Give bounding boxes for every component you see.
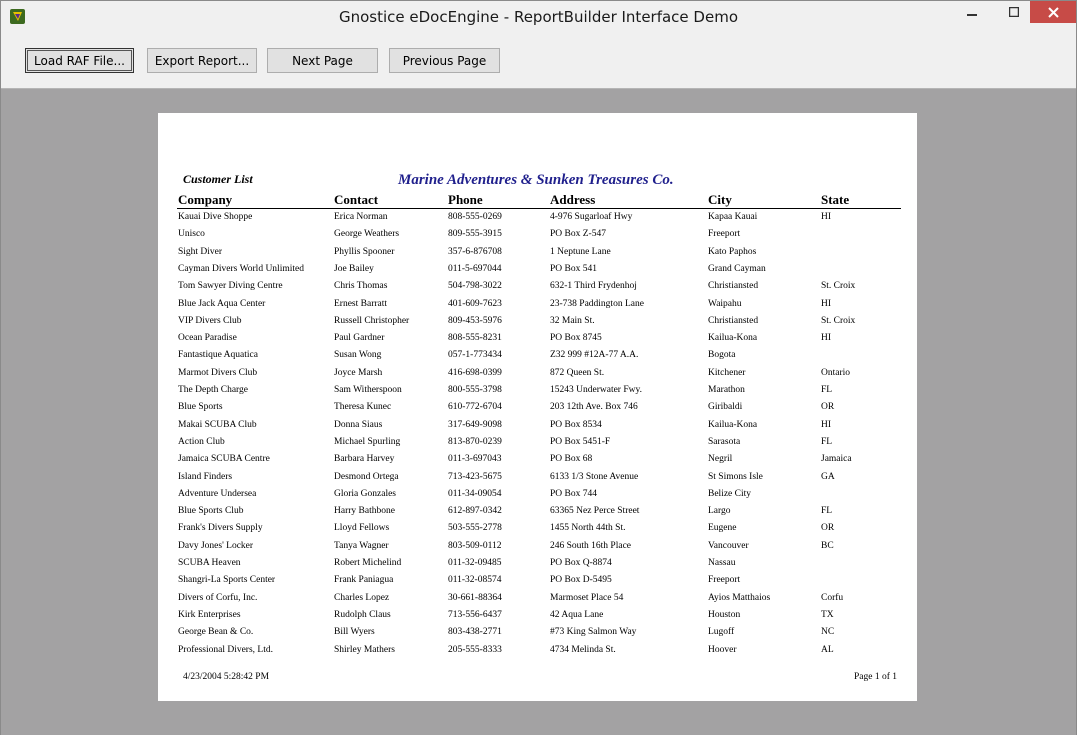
cell-company: George Bean & Co.	[178, 627, 254, 638]
table-row	[158, 627, 917, 644]
cell-contact: Theresa Kunec	[334, 402, 392, 413]
cell-city: St Simons Isle	[708, 471, 763, 482]
cell-address: 632-1 Third Frydenhoj	[550, 281, 637, 292]
cell-phone: 057-1-773434	[448, 350, 502, 361]
column-header-state: State	[821, 192, 850, 207]
cell-phone: 803-438-2771	[448, 627, 502, 638]
cell-state: FL	[821, 436, 833, 447]
cell-phone: 800-555-3798	[448, 385, 502, 395]
cell-city: Giribaldi	[708, 402, 743, 413]
cell-company: Shangri-La Sports Center	[178, 575, 276, 586]
cell-company: Island Finders	[178, 471, 233, 482]
maximize-icon	[1009, 7, 1019, 17]
cell-company: Sight Diver	[178, 246, 223, 257]
cell-state: TX	[821, 609, 834, 620]
cell-company: Blue Sports Club	[178, 506, 244, 517]
table-row	[158, 420, 917, 437]
header-rule	[177, 208, 901, 209]
cell-contact: Frank Paniagua	[334, 575, 394, 586]
cell-contact: Joe Bailey	[334, 263, 374, 274]
cell-state: HI	[821, 212, 832, 222]
cell-contact: Chris Thomas	[334, 281, 388, 292]
cell-state: HI	[821, 419, 832, 430]
cell-phone: 809-453-5976	[448, 315, 502, 326]
cell-address: 42 Aqua Lane	[550, 609, 604, 620]
cell-contact: Ernest Barratt	[334, 298, 388, 309]
load-raf-file-button[interactable]: Load RAF File...	[25, 48, 134, 73]
cell-state: BC	[821, 540, 834, 551]
cell-state: OR	[821, 523, 835, 534]
cell-phone: 401-609-7623	[448, 298, 502, 309]
table-row	[158, 454, 917, 471]
cell-contact: Paul Gardner	[334, 333, 385, 344]
cell-city: Waipahu	[708, 298, 742, 309]
cell-company: Blue Jack Aqua Center	[178, 298, 266, 309]
cell-address: 1455 North 44th St.	[550, 523, 626, 534]
cell-company: The Depth Charge	[178, 385, 248, 395]
table-row	[158, 281, 917, 298]
column-header-address: Address	[550, 192, 596, 207]
table-row	[158, 437, 917, 454]
cell-address: 4734 Melinda St.	[550, 644, 616, 655]
cell-city: Grand Cayman	[708, 263, 766, 274]
cell-city: Negril	[708, 454, 733, 465]
cell-company: Fantastique Aquatica	[178, 350, 258, 361]
cell-city: Sarasota	[708, 436, 741, 447]
cell-state: Corfu	[821, 592, 844, 603]
print-date: 4/23/2004 5:28:42 PM	[183, 672, 270, 682]
cell-contact: Barbara Harvey	[334, 454, 395, 465]
cell-city: Kailua-Kona	[708, 419, 758, 430]
cell-state: AL	[821, 644, 834, 655]
cell-phone: 011-3-697043	[448, 454, 502, 465]
cell-city: Kapaa Kauai	[708, 212, 758, 222]
cell-state: HI	[821, 333, 832, 344]
cell-phone: 813-870-0239	[448, 436, 502, 447]
cell-state: HI	[821, 298, 832, 309]
cell-contact: Harry Bathbone	[334, 506, 395, 517]
cell-contact: Donna Siaus	[334, 419, 383, 430]
cell-phone: 803-509-0112	[448, 540, 502, 551]
cell-city: Largo	[708, 506, 731, 517]
cell-contact: Bill Wyers	[334, 627, 375, 638]
cell-address: 1 Neptune Lane	[550, 246, 611, 257]
cell-company: Action Club	[178, 436, 225, 447]
cell-address: PO Box 8534	[550, 419, 602, 430]
table-row	[158, 350, 917, 367]
cell-phone: 011-32-08574	[448, 575, 502, 586]
cell-phone: 610-772-6704	[448, 402, 502, 413]
cell-address: PO Box Z-547	[550, 229, 606, 240]
table-row	[158, 523, 917, 540]
cell-company: Divers of Corfu, Inc.	[178, 592, 258, 603]
table-row	[158, 610, 917, 627]
cell-state: FL	[821, 506, 833, 517]
cell-city: Kitchener	[708, 367, 746, 378]
page-number: Page 1 of 1	[853, 672, 897, 682]
cell-city: Freeport	[708, 229, 741, 240]
cell-phone: 503-555-2778	[448, 523, 502, 534]
cell-company: VIP Divers Club	[178, 315, 242, 326]
cell-phone: 317-649-9098	[448, 419, 502, 430]
cell-company: Kauai Dive Shoppe	[178, 212, 253, 222]
cell-address: 15243 Underwater Fwy.	[550, 385, 642, 395]
column-header-city: City	[708, 192, 732, 207]
cell-city: Freeport	[708, 575, 741, 586]
table-row	[158, 593, 917, 610]
cell-phone: 30-661-88364	[448, 592, 502, 603]
table-row	[158, 264, 917, 281]
cell-contact: Erica Norman	[334, 212, 388, 222]
cell-contact: Sam Witherspoon	[334, 385, 402, 395]
minimize-icon	[967, 7, 977, 17]
table-row	[158, 575, 917, 592]
table-row	[158, 472, 917, 489]
cell-company: Jamaica SCUBA Centre	[178, 454, 270, 465]
cell-address: PO Box 744	[550, 488, 597, 499]
cell-city: Hoover	[708, 644, 737, 655]
cell-phone: 713-556-6437	[448, 609, 502, 620]
report-label: Customer List	[183, 172, 253, 186]
table-row	[158, 645, 917, 662]
cell-contact: Shirley Mathers	[334, 644, 395, 655]
cell-contact: Desmond Ortega	[334, 471, 399, 482]
table-row	[158, 385, 917, 402]
title-bar[interactable]	[1, 1, 1076, 32]
cell-state: St. Croix	[821, 315, 856, 326]
previous-page-button[interactable]: Previous Page	[389, 48, 500, 73]
column-header-phone: Phone	[448, 192, 483, 207]
column-header-company: Company	[178, 192, 233, 207]
cell-city: Christiansted	[708, 281, 759, 292]
cell-phone: 808-555-0269	[448, 212, 502, 222]
cell-address: Marmoset Place 54	[550, 592, 624, 603]
cell-contact: Gloria Gonzales	[334, 488, 396, 499]
cell-city: Marathon	[708, 385, 745, 395]
table-row	[158, 229, 917, 246]
cell-city: Vancouver	[708, 540, 749, 551]
table-row	[158, 558, 917, 575]
cell-address: 246 South 16th Place	[550, 540, 632, 551]
cell-address: 872 Queen St.	[550, 367, 605, 378]
table-row	[158, 541, 917, 558]
cell-phone: 011-5-697044	[448, 263, 502, 274]
cell-state: GA	[821, 471, 835, 482]
cell-address: PO Box 541	[550, 263, 597, 274]
cell-contact: Charles Lopez	[334, 592, 390, 603]
window-title: Gnostice eDocEngine - ReportBuilder Interface Demo	[338, 8, 738, 26]
cell-phone: 357-6-876708	[448, 246, 502, 257]
cell-address: 32 Main St.	[550, 315, 595, 326]
cell-company: Kirk Enterprises	[178, 609, 241, 620]
table-row	[158, 402, 917, 419]
cell-company: Blue Sports	[178, 402, 223, 413]
cell-phone: 713-423-5675	[448, 471, 502, 482]
cell-address: 203 12th Ave. Box 746	[550, 402, 638, 413]
cell-company: Davy Jones' Locker	[178, 540, 254, 551]
cell-contact: Phyllis Spooner	[334, 246, 395, 257]
cell-address: PO Box 8745	[550, 333, 602, 344]
column-header-contact: Contact	[334, 192, 379, 207]
minimize-button[interactable]	[958, 1, 985, 23]
cell-city: Kato Paphos	[708, 246, 757, 257]
cell-state: FL	[821, 385, 833, 395]
table-row	[158, 368, 917, 385]
cell-city: Christiansted	[708, 315, 759, 326]
cell-company: Unisco	[178, 229, 205, 240]
cell-company: Marmot Divers Club	[178, 367, 258, 378]
cell-phone: 504-798-3022	[448, 281, 502, 292]
cell-address: Z32 999 #12A-77 A.A.	[550, 350, 639, 361]
cell-contact: Michael Spurling	[334, 436, 401, 447]
table-row	[158, 506, 917, 523]
table-row	[158, 489, 917, 506]
cell-city: Houston	[708, 609, 741, 620]
cell-company: Cayman Divers World Unlimited	[178, 263, 304, 274]
cell-company: SCUBA Heaven	[178, 558, 241, 568]
cell-address: 63365 Nez Perce Street	[550, 506, 640, 517]
cell-phone: 205-555-8333	[448, 644, 502, 655]
cell-city: Ayios Matthaios	[708, 592, 771, 603]
cell-address: PO Box Q-8874	[550, 558, 612, 568]
cell-city: Nassau	[708, 558, 736, 568]
cell-city: Lugoff	[708, 627, 735, 638]
cell-company: Ocean Paradise	[178, 333, 237, 344]
cell-address: 4-976 Sugarloaf Hwy	[550, 212, 633, 222]
cell-company: Adventure Undersea	[178, 488, 257, 499]
cell-phone: 809-555-3915	[448, 229, 502, 240]
export-report-button[interactable]: Export Report...	[147, 48, 257, 73]
cell-phone: 808-555-8231	[448, 333, 502, 344]
table-row	[158, 333, 917, 350]
report-page	[158, 113, 917, 701]
cell-contact: Rudolph Claus	[334, 609, 391, 620]
cell-state: NC	[821, 627, 835, 638]
table-row	[158, 247, 917, 264]
cell-address: PO Box 68	[550, 454, 593, 465]
cell-company: Makai SCUBA Club	[178, 419, 257, 430]
cell-contact: Susan Wong	[334, 350, 382, 361]
cell-phone: 011-34-09054	[448, 488, 502, 499]
table-row	[158, 299, 917, 316]
cell-state: Ontario	[821, 367, 851, 378]
cell-address: 6133 1/3 Stone Avenue	[550, 471, 639, 482]
cell-address: 23-738 Paddington Lane	[550, 298, 644, 309]
cell-phone: 612-897-0342	[448, 506, 502, 517]
cell-phone: 011-32-09485	[448, 558, 502, 568]
table-row	[158, 316, 917, 333]
cell-contact: Tanya Wagner	[334, 540, 389, 551]
maximize-button[interactable]	[1000, 1, 1027, 23]
cell-contact: George Weathers	[334, 229, 400, 240]
cell-state: OR	[821, 402, 835, 413]
cell-contact: Joyce Marsh	[334, 367, 383, 378]
report-title: Marine Adventures & Sunken Treasures Co.	[398, 172, 674, 188]
cell-address: PO Box D-5495	[550, 575, 612, 586]
close-icon	[1048, 7, 1059, 18]
cell-city: Kailua-Kona	[708, 333, 758, 344]
cell-address: PO Box 5451-F	[550, 436, 611, 447]
cell-contact: Robert Michelind	[334, 558, 402, 568]
cell-city: Eugene	[708, 523, 737, 534]
cell-city: Bogota	[708, 350, 736, 361]
close-button[interactable]	[1030, 1, 1076, 23]
cell-contact: Russell Christopher	[334, 315, 410, 326]
cell-state: St. Croix	[821, 281, 856, 292]
cell-address: #73 King Salmon Way	[550, 627, 637, 638]
toolbar	[1, 32, 1076, 89]
cell-city: Belize City	[708, 488, 752, 499]
cell-contact: Lloyd Fellows	[334, 523, 390, 534]
cell-company: Frank's Divers Supply	[178, 523, 263, 534]
cell-company: Professional Divers, Ltd.	[178, 644, 273, 655]
cell-state: Jamaica	[821, 454, 852, 465]
cell-phone: 416-698-0399	[448, 367, 502, 378]
next-page-button[interactable]: Next Page	[267, 48, 378, 73]
cell-company: Tom Sawyer Diving Centre	[178, 281, 283, 292]
table-row	[158, 212, 917, 229]
